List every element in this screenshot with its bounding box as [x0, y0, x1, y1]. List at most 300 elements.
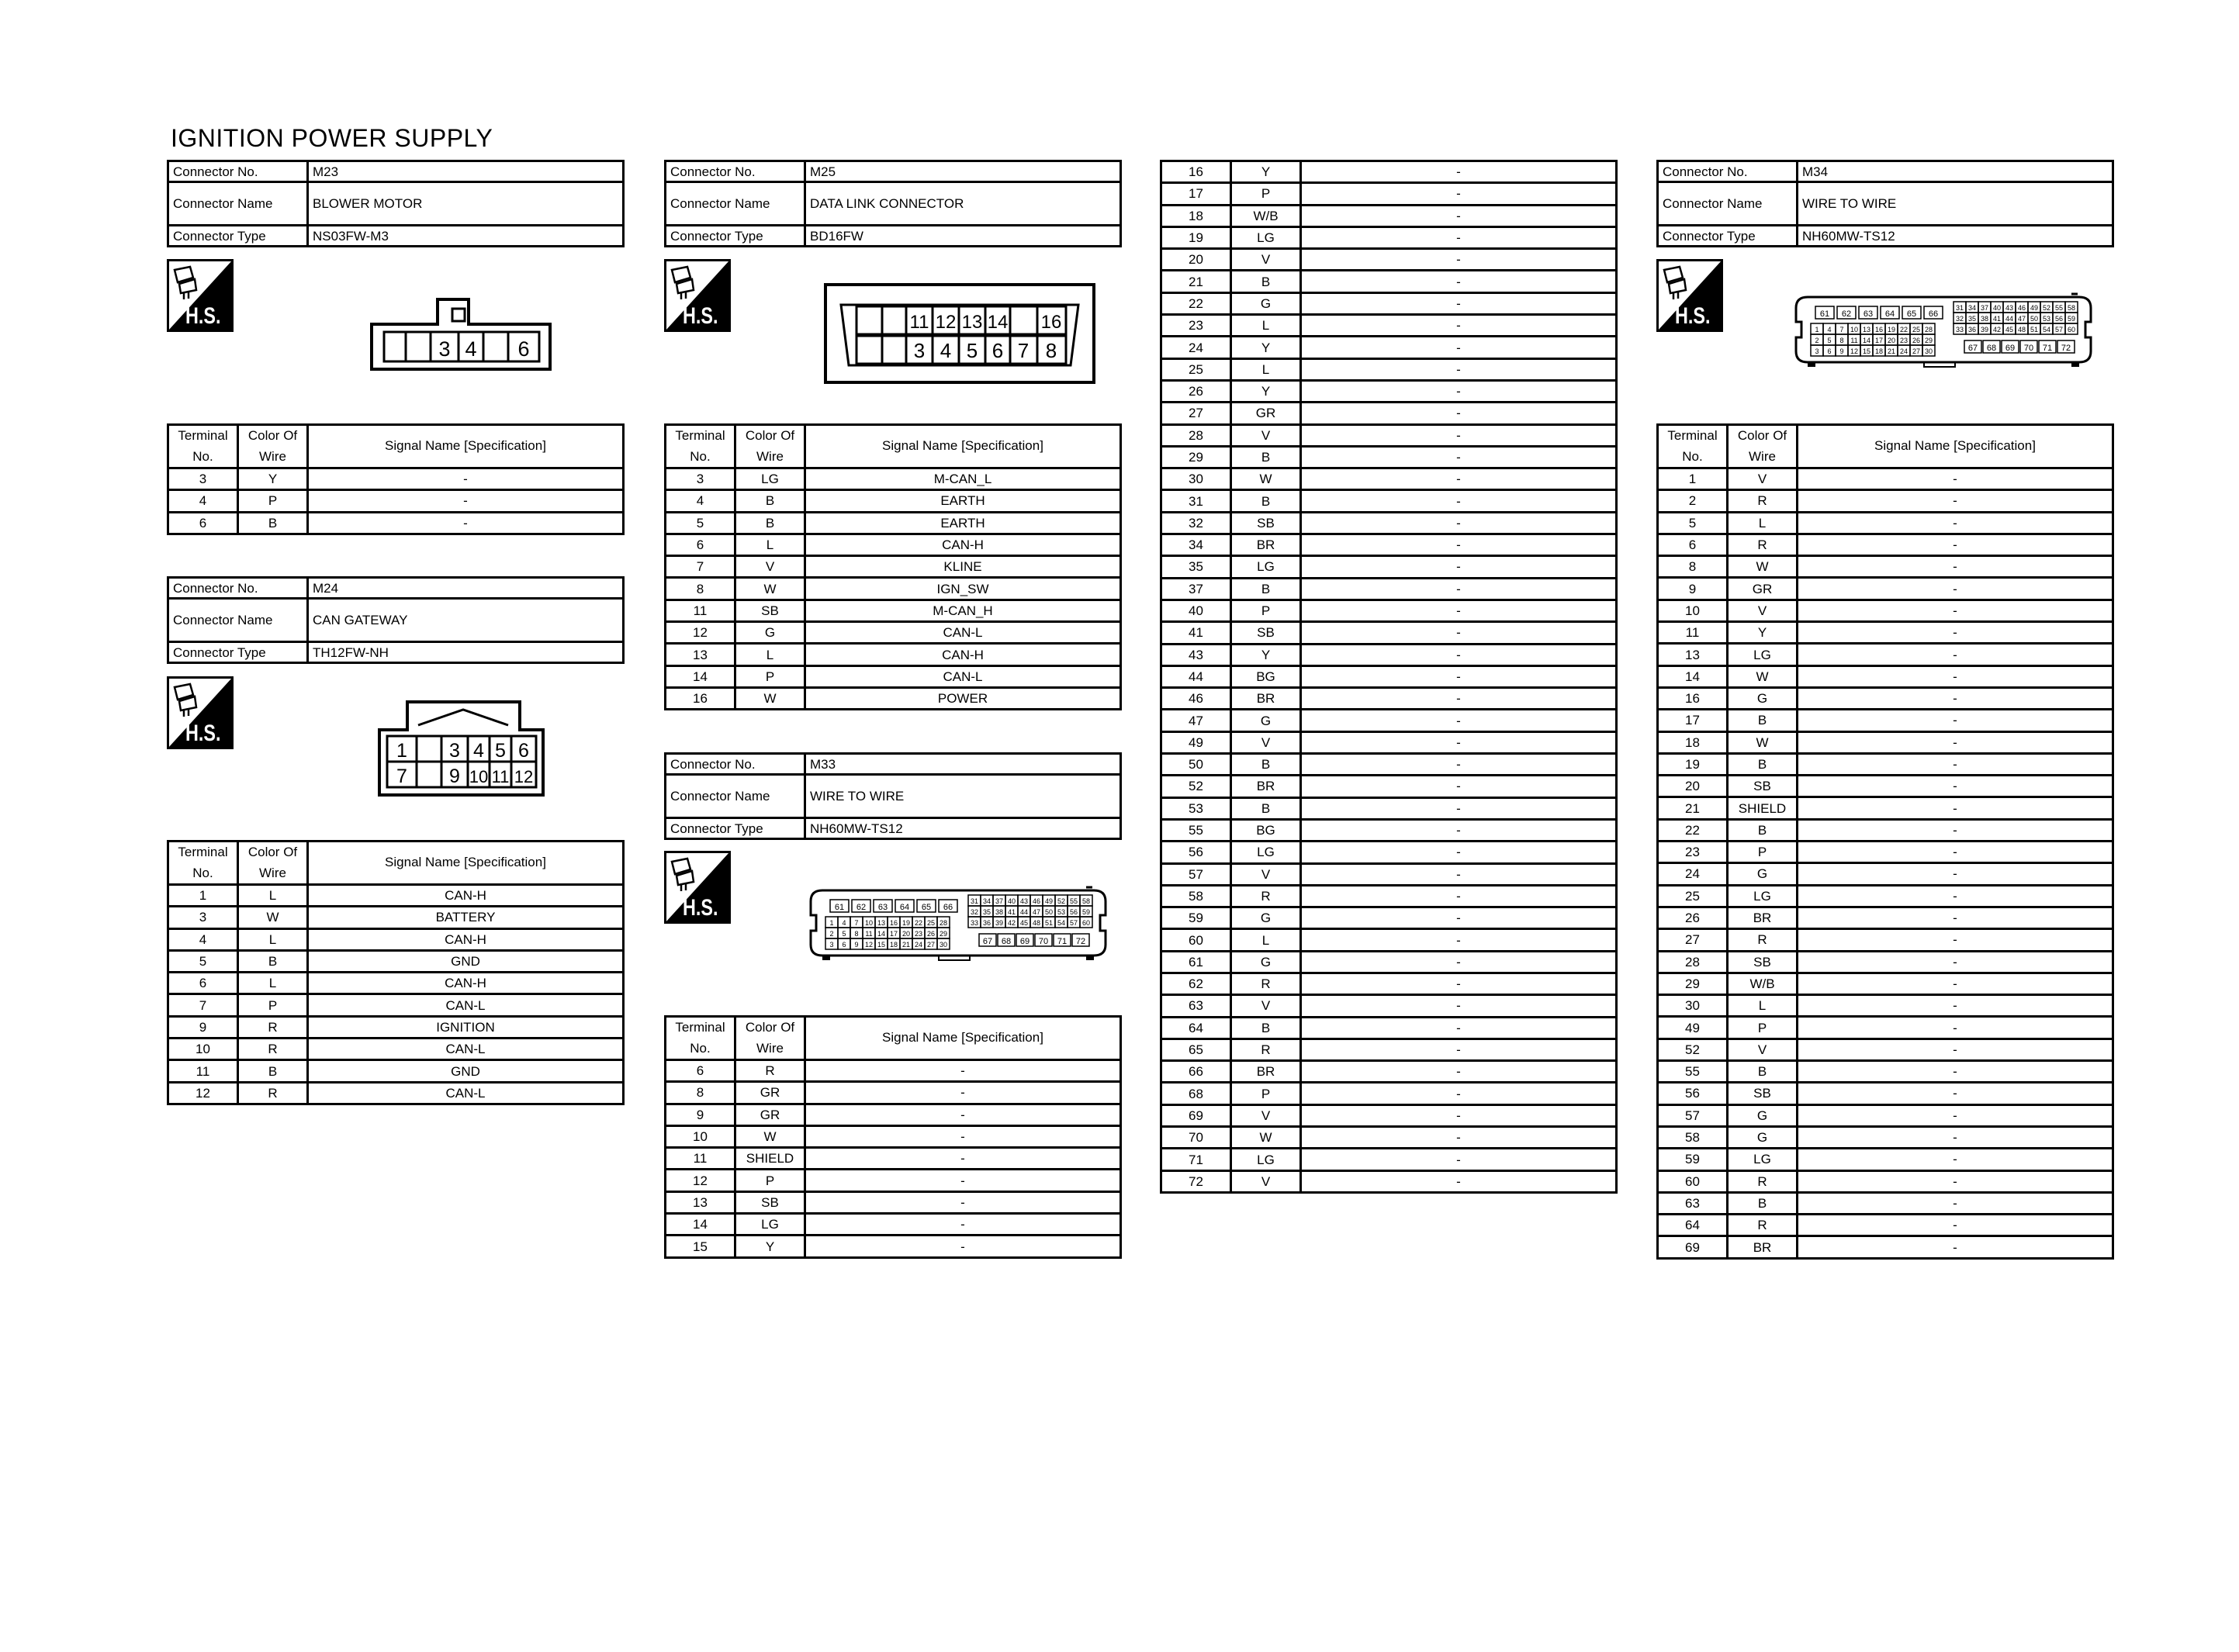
wire-color-cell: BR: [1728, 1236, 1798, 1258]
terminal-header: Terminal No.: [666, 425, 735, 468]
m24-connector-diagram: [376, 700, 547, 797]
wire-color-cell: V: [1231, 863, 1301, 885]
pin-row: [666, 644, 1121, 665]
wtw-cell: 63: [877, 903, 888, 912]
wtw-cell: 45: [2005, 326, 2014, 334]
signal-cell: CAN-H: [308, 973, 624, 994]
terminal-cell: 21: [1658, 797, 1728, 819]
signal-cell: -: [1301, 710, 1617, 731]
terminal-cell: 69: [1658, 1236, 1728, 1258]
wire-color-cell: SHIELD: [1728, 797, 1798, 819]
wire-color-cell: R: [1231, 973, 1301, 994]
wire-color-cell: B: [1231, 271, 1301, 292]
signal-cell: -: [1301, 885, 1617, 907]
signal-cell: -: [1798, 578, 2113, 600]
pin-row: [1161, 403, 1617, 424]
wtw-cell: 6: [842, 941, 846, 949]
wtw-cell: 55: [2054, 304, 2064, 312]
pin-row: [1161, 556, 1617, 578]
connector-type-value: NH60MW-TS12: [805, 818, 1121, 839]
hs-text: H.S.: [185, 302, 221, 329]
terminal-cell: 4: [168, 490, 238, 512]
pin-row: [1658, 468, 2113, 490]
wtw-cell: 52: [2042, 304, 2051, 312]
terminal-cell: 62: [1161, 973, 1231, 994]
terminal-cell: 64: [1658, 1215, 1728, 1236]
wtw-cell: 67: [1967, 344, 1978, 353]
wtw-cell: 32: [970, 908, 979, 916]
wtw-cell: 3: [829, 941, 834, 949]
signal-cell: BATTERY: [308, 907, 624, 928]
signal-cell: -: [1301, 534, 1617, 556]
pin-row: [1161, 863, 1617, 885]
connector-type-label: Connector Type: [1658, 226, 1798, 247]
m34-pin-table: [1656, 423, 2114, 1260]
wtw-cell: 51: [2030, 326, 2039, 334]
signal-cell: -: [1798, 1061, 2113, 1083]
wtw-cell: 68: [1001, 937, 1012, 946]
m33-pin-table-continued: [1160, 160, 1618, 1194]
pin-row: [1161, 885, 1617, 907]
pin-row: [1161, 578, 1617, 600]
signal-cell: -: [1798, 644, 2113, 665]
terminal-cell: 10: [666, 1125, 735, 1147]
wire-color-cell: P: [238, 994, 308, 1016]
signal-cell: -: [1798, 863, 2113, 885]
signal-cell: -: [1301, 929, 1617, 951]
m34-connector-diagram: [1792, 291, 2095, 368]
wtw-cell: 39: [1980, 326, 1989, 334]
wtw-cell: 51: [1044, 919, 1054, 927]
wire-color-cell: SB: [1728, 776, 1798, 797]
wtw-cell: 12: [1850, 347, 1859, 355]
terminal-cell: 10: [1658, 600, 1728, 621]
signal-cell: -: [1301, 380, 1617, 402]
pin-row: [1658, 578, 2113, 600]
wire-color-cell: B: [238, 1060, 308, 1082]
wtw-cell: 47: [2017, 315, 2026, 323]
signal-cell: -: [1301, 1104, 1617, 1126]
signal-cell: -: [1301, 797, 1617, 819]
wtw-cell: 43: [2005, 304, 2014, 312]
terminal-cell: 56: [1658, 1083, 1728, 1104]
wire-color-cell: GR: [735, 1082, 805, 1104]
wtw-cell: 37: [995, 897, 1004, 905]
terminal-cell: 47: [1161, 710, 1231, 731]
signal-cell: -: [1301, 161, 1617, 183]
wire-color-cell: R: [1231, 1039, 1301, 1060]
terminal-cell: 44: [1161, 665, 1231, 687]
wire-color-cell: LG: [1231, 556, 1301, 578]
signal-cell: -: [1798, 600, 2113, 621]
connector-name-label: Connector Name: [666, 182, 805, 226]
wtw-cell: 20: [1887, 337, 1896, 344]
wtw-cell: 27: [926, 941, 936, 949]
terminal-cell: 72: [1161, 1170, 1231, 1192]
wtw-cell: 19: [901, 919, 911, 927]
wtw-cell: 10: [1850, 326, 1859, 334]
terminal-cell: 4: [666, 490, 735, 512]
wtw-cell: 11: [1850, 337, 1858, 344]
pin-row: [666, 556, 1121, 578]
pin-row: [168, 512, 624, 534]
wire-color-cell: B: [1728, 1192, 1798, 1214]
hs-badge-icon: [664, 851, 731, 924]
connector-type-label: Connector Type: [666, 226, 805, 247]
wire-color-cell: R: [1728, 929, 1798, 951]
m24-cell: 1: [396, 740, 407, 762]
wire-color-cell: LG: [1728, 885, 1798, 907]
pin-row: [666, 1170, 1121, 1191]
terminal-cell: 55: [1161, 819, 1231, 841]
signal-cell: -: [1798, 1149, 2113, 1170]
wtw-cell: 31: [1955, 304, 1964, 312]
wtw-cell: 38: [1980, 315, 1989, 323]
signal-cell: -: [805, 1082, 1121, 1104]
wtw-cell: 17: [889, 930, 898, 938]
wtw-cell: 29: [1924, 337, 1933, 344]
terminal-cell: 14: [1658, 665, 1728, 687]
wtw-cell: 36: [982, 919, 991, 927]
wire-color-cell: B: [1728, 819, 1798, 841]
wire-color-cell: W: [1728, 665, 1798, 687]
pin-row: [1658, 1215, 2113, 1236]
pin-row: [1658, 819, 2113, 841]
signal-cell: -: [1301, 688, 1617, 710]
wtw-cell: 8: [1839, 337, 1844, 344]
m25-cell: 3: [913, 339, 926, 362]
signal-cell: -: [1798, 1126, 2113, 1148]
wire-color-cell: Y: [1231, 644, 1301, 665]
wire-color-cell: BG: [1231, 819, 1301, 841]
signal-cell: -: [1301, 754, 1617, 776]
terminal-cell: 26: [1658, 907, 1728, 928]
wire-color-cell: Y: [735, 1236, 805, 1257]
signal-cell: CAN-H: [308, 928, 624, 950]
signal-cell: -: [1798, 842, 2113, 863]
wire-color-cell: R: [1728, 534, 1798, 555]
terminal-cell: 26: [1161, 380, 1231, 402]
signal-cell: -: [1301, 490, 1617, 512]
terminal-header: Terminal No.: [168, 425, 238, 468]
wire-color-cell: G: [1231, 907, 1301, 929]
signal-cell: CAN-L: [805, 665, 1121, 687]
pin-row: [666, 1191, 1121, 1213]
wtw-cell: 71: [1057, 937, 1068, 946]
wire-color-cell: V: [1728, 1039, 1798, 1060]
wtw-cell: 1: [1815, 326, 1819, 334]
pin-row: [666, 1104, 1121, 1125]
m25-cell: 14: [987, 312, 1009, 333]
signal-cell: -: [1301, 665, 1617, 687]
connector-no-label: Connector No.: [1658, 161, 1798, 182]
wtw-cell: 15: [1862, 347, 1871, 355]
signal-cell: -: [1798, 468, 2113, 490]
wire-color-cell: G: [1231, 292, 1301, 314]
wire-color-cell: V: [1231, 731, 1301, 753]
signal-cell: -: [1301, 776, 1617, 797]
wtw-cell: 65: [921, 903, 932, 912]
wtw-cell: 33: [1955, 326, 1964, 334]
wtw-cell: 58: [1081, 897, 1091, 905]
terminal-cell: 11: [1658, 622, 1728, 644]
terminal-cell: 12: [666, 1170, 735, 1191]
terminal-cell: 56: [1161, 842, 1231, 863]
wire-color-cell: BR: [1231, 776, 1301, 797]
pin-row: [168, 1039, 624, 1060]
signal-cell: -: [1798, 1170, 2113, 1192]
signal-cell: -: [805, 1125, 1121, 1147]
pin-row: [666, 1236, 1121, 1257]
wire-color-cell: R: [238, 1016, 308, 1038]
color-header: Color Of Wire: [238, 842, 308, 885]
connector-name-value: WIRE TO WIRE: [1798, 182, 2113, 226]
pin-row: [1161, 490, 1617, 512]
pin-row: [1161, 644, 1617, 665]
pin-row: [1161, 1039, 1617, 1060]
hs-text: H.S.: [683, 894, 718, 921]
pin-row: [1161, 1017, 1617, 1039]
pin-row: [1161, 183, 1617, 205]
wtw-cell: 54: [2042, 326, 2051, 334]
pin-row: [1161, 1061, 1617, 1083]
wtw-cell: 4: [842, 919, 846, 927]
wtw-cell: 31: [970, 897, 979, 905]
wtw-cell: 59: [1081, 908, 1091, 916]
pin-row: [1658, 776, 2113, 797]
connector-type-value: NH60MW-TS12: [1798, 226, 2113, 247]
connector-name-value: DATA LINK CONNECTOR: [805, 182, 1121, 226]
terminal-cell: 9: [666, 1104, 735, 1125]
terminal-cell: 9: [1658, 578, 1728, 600]
wtw-cell: 62: [1841, 309, 1852, 319]
signal-cell: KLINE: [805, 556, 1121, 578]
terminal-cell: 6: [666, 534, 735, 555]
wire-color-cell: SB: [735, 600, 805, 621]
terminal-cell: 59: [1161, 907, 1231, 929]
wire-color-cell: G: [1231, 710, 1301, 731]
pin-row: [1161, 819, 1617, 841]
pin-row: [1161, 1104, 1617, 1126]
signal-cell: CAN-H: [805, 644, 1121, 665]
signal-cell: -: [1301, 183, 1617, 205]
wire-color-cell: G: [1728, 1126, 1798, 1148]
signal-cell: CAN-L: [308, 1082, 624, 1104]
pin-row: [1658, 687, 2113, 709]
signal-cell: -: [1798, 512, 2113, 534]
pin-row: [1161, 951, 1617, 973]
wire-color-cell: LG: [1728, 644, 1798, 665]
terminal-cell: 65: [1161, 1039, 1231, 1060]
terminal-cell: 53: [1161, 797, 1231, 819]
signal-cell: -: [1798, 1039, 2113, 1060]
signal-cell: -: [1301, 556, 1617, 578]
pin-row: [1658, 1170, 2113, 1192]
pin-row: [1161, 710, 1617, 731]
signal-cell: -: [1301, 1039, 1617, 1060]
pin-row: [666, 512, 1121, 534]
wtw-cell: 7: [854, 919, 859, 927]
signal-cell: -: [1798, 951, 2113, 973]
signal-cell: -: [308, 490, 624, 512]
pin-row: [1161, 534, 1617, 556]
signal-cell: CAN-H: [805, 534, 1121, 555]
pin-row: [1658, 907, 2113, 928]
connector-name-value: CAN GATEWAY: [308, 599, 624, 642]
wire-color-cell: R: [1728, 1215, 1798, 1236]
wire-color-cell: R: [1231, 885, 1301, 907]
pin-row: [1658, 644, 2113, 665]
pin-row: [666, 1125, 1121, 1147]
m23-cell: 3: [438, 337, 451, 361]
terminal-cell: 8: [666, 578, 735, 600]
wtw-cell: 66: [943, 903, 953, 912]
signal-cell: -: [308, 468, 624, 490]
wire-color-cell: G: [1728, 687, 1798, 709]
wire-color-cell: W: [1728, 556, 1798, 578]
wire-color-cell: L: [1728, 995, 1798, 1017]
pin-row: [1161, 226, 1617, 248]
wtw-cell: 15: [877, 941, 886, 949]
color-header: Color Of Wire: [735, 1017, 805, 1060]
wtw-cell: 9: [1839, 347, 1844, 355]
signal-cell: -: [805, 1060, 1121, 1082]
signal-cell: -: [1798, 665, 2113, 687]
connector-type-value: TH12FW-NH: [308, 642, 624, 663]
wtw-cell: 35: [1967, 315, 1977, 323]
wire-color-cell: Y: [1728, 622, 1798, 644]
pin-row: [666, 1060, 1121, 1082]
pin-row: [1658, 1039, 2113, 1060]
wire-color-cell: BR: [1231, 688, 1301, 710]
color-header: Color Of Wire: [735, 425, 805, 468]
wtw-cell: 42: [1007, 919, 1016, 927]
wtw-cell: 27: [1912, 347, 1921, 355]
wire-color-cell: GR: [735, 1104, 805, 1125]
wtw-cell: 25: [1912, 326, 1921, 334]
wire-color-cell: LG: [1231, 226, 1301, 248]
signal-cell: CAN-L: [805, 622, 1121, 644]
wire-color-cell: V: [1231, 1104, 1301, 1126]
wtw-cell: 18: [1874, 347, 1884, 355]
wtw-cell: 59: [2067, 315, 2076, 323]
wire-color-cell: P: [735, 665, 805, 687]
terminal-header: Terminal No.: [1658, 425, 1728, 468]
connector-no-value: M24: [308, 578, 624, 599]
terminal-cell: 64: [1161, 1017, 1231, 1039]
terminal-cell: 1: [1658, 468, 1728, 490]
wtw-cell: 38: [995, 908, 1004, 916]
wtw-cell: 20: [901, 930, 911, 938]
terminal-cell: 14: [666, 665, 735, 687]
wtw-cell: 50: [2030, 315, 2039, 323]
terminal-cell: 17: [1161, 183, 1231, 205]
terminal-cell: 6: [168, 973, 238, 994]
m23-pin-table: [167, 423, 625, 535]
connector-name-label: Connector Name: [666, 775, 805, 818]
signal-header: Signal Name [Specification]: [308, 425, 624, 468]
signal-cell: -: [1798, 1215, 2113, 1236]
pin-row: [1658, 534, 2113, 555]
pin-row: [666, 490, 1121, 512]
terminal-cell: 50: [1161, 754, 1231, 776]
pin-row: [168, 468, 624, 490]
wtw-cell: 61: [1819, 309, 1830, 319]
pin-row: [168, 907, 624, 928]
terminal-cell: 3: [666, 468, 735, 490]
pin-row: [1161, 731, 1617, 753]
wire-color-cell: G: [735, 622, 805, 644]
wire-color-cell: W: [735, 1125, 805, 1147]
pin-row: [1658, 665, 2113, 687]
signal-cell: M-CAN_L: [805, 468, 1121, 490]
pin-row: [1161, 1127, 1617, 1149]
terminal-cell: 20: [1161, 249, 1231, 271]
pin-row: [1658, 622, 2113, 644]
terminal-cell: 17: [1658, 710, 1728, 731]
wtw-cell: 2: [1815, 337, 1819, 344]
wire-color-cell: SB: [1728, 1083, 1798, 1104]
wtw-cell: 4: [1827, 326, 1832, 334]
wire-color-cell: P: [238, 490, 308, 512]
connector-name-label: Connector Name: [168, 599, 308, 642]
signal-cell: CAN-L: [308, 1039, 624, 1060]
pin-row: [666, 1214, 1121, 1236]
wtw-cell: 13: [877, 919, 886, 927]
pin-row: [1658, 973, 2113, 994]
wire-color-cell: P: [1231, 1083, 1301, 1104]
signal-cell: -: [1798, 534, 2113, 555]
pin-row: [1658, 490, 2113, 512]
connector-name-label: Connector Name: [168, 182, 308, 226]
wtw-cell: 18: [889, 941, 898, 949]
wire-color-cell: R: [1728, 1170, 1798, 1192]
wtw-cell: 44: [1019, 908, 1029, 916]
hs-badge-icon: [167, 259, 234, 332]
wtw-cell: 8: [854, 930, 859, 938]
terminal-cell: 18: [1161, 205, 1231, 226]
terminal-cell: 3: [168, 468, 238, 490]
pin-row: [1658, 1149, 2113, 1170]
wtw-cell: 66: [1928, 309, 1939, 319]
wtw-cell: 23: [1899, 337, 1909, 344]
terminal-cell: 11: [168, 1060, 238, 1082]
signal-cell: -: [1301, 951, 1617, 973]
wtw-cell: 44: [2005, 315, 2014, 323]
pin-row: [666, 578, 1121, 600]
terminal-cell: 28: [1161, 424, 1231, 446]
wire-color-cell: P: [735, 1170, 805, 1191]
wtw-cell: 64: [1884, 309, 1895, 319]
connector-no-value: M33: [805, 754, 1121, 775]
hs-text: H.S.: [683, 302, 718, 329]
wtw-cell: 19: [1887, 326, 1896, 334]
pin-row: [1658, 1104, 2113, 1126]
pin-row: [1658, 797, 2113, 819]
wtw-cell: 54: [1057, 919, 1066, 927]
signal-cell: -: [805, 1236, 1121, 1257]
signal-cell: -: [1301, 468, 1617, 490]
wire-color-cell: R: [238, 1039, 308, 1060]
pin-row: [1161, 907, 1617, 929]
wire-color-cell: Y: [1231, 337, 1301, 358]
terminal-cell: 41: [1161, 622, 1231, 644]
wtw-cell: 62: [856, 903, 867, 912]
pin-row: [666, 600, 1121, 621]
m24-cell: 3: [449, 740, 460, 762]
pin-row: [1161, 315, 1617, 337]
terminal-cell: 6: [168, 512, 238, 534]
